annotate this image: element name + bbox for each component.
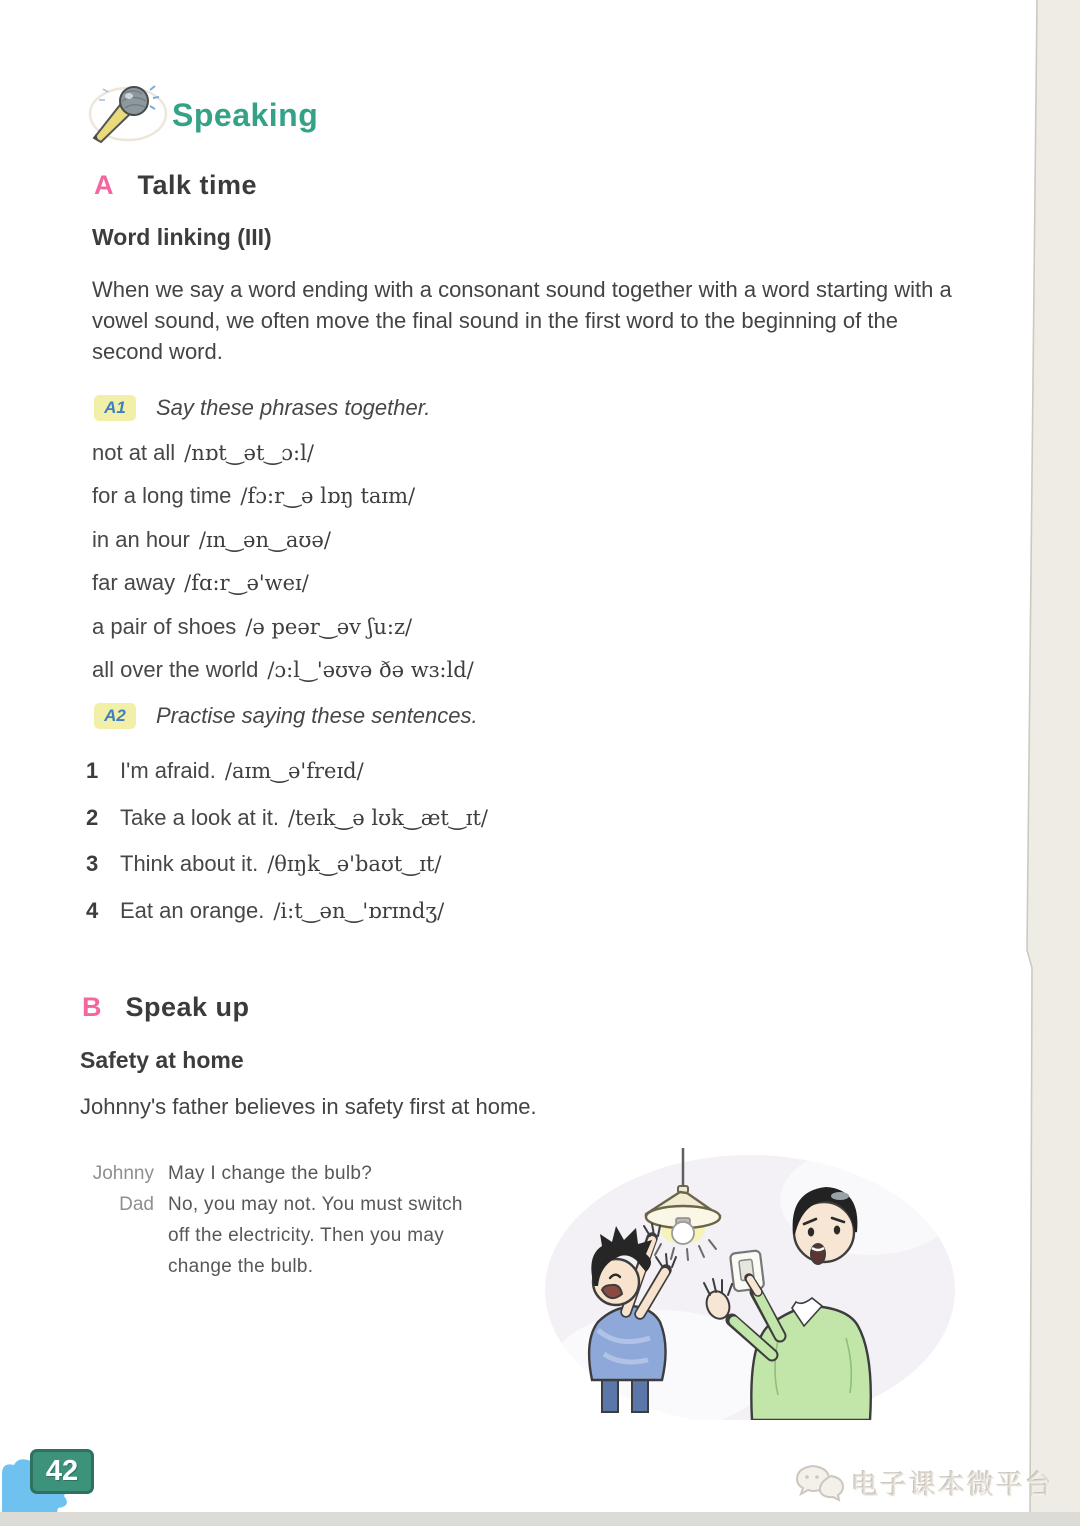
phrase-ipa: /fɔ:r‿ə lɒŋ taɪm/ xyxy=(240,484,416,509)
section-b-title xyxy=(82,992,250,1023)
page-edge-shadow xyxy=(1018,0,1080,1526)
sentence-number: 3 xyxy=(86,851,99,877)
word-linking-heading: Word linking (III) xyxy=(92,224,272,250)
sentence-ipa: /teɪk‿ə lʊk‿æt‿ɪt/ xyxy=(287,805,488,830)
sentence-item xyxy=(86,841,488,888)
section-b-name: Speak up xyxy=(125,992,250,1022)
safety-illustration xyxy=(540,1140,960,1420)
sentence-text: I'm afraid. xyxy=(120,758,216,784)
watermark-text: 电子课本微平台 xyxy=(851,1469,1054,1501)
phrase-ipa: /ɪn‿ən‿aʊə/ xyxy=(198,527,331,552)
sentence-number: 2 xyxy=(86,804,99,830)
phrase-item xyxy=(92,605,474,649)
phrase-text: a pair of shoes xyxy=(92,613,237,639)
sentence-item xyxy=(86,888,488,935)
activity-a2 xyxy=(94,703,478,729)
section-a-letter: A xyxy=(94,170,114,200)
sentence-item xyxy=(86,748,488,795)
phrase-item xyxy=(92,518,474,562)
activity-a2-instruction: Practise saying these sentences. xyxy=(156,703,478,728)
activity-a1 xyxy=(94,395,430,421)
sentence-list xyxy=(86,748,488,934)
microphone-icon xyxy=(84,82,168,148)
sentence-text: Take a look at it. xyxy=(120,804,279,830)
sentence-ipa: /i:t‿ən‿'ɒrɪndʒ/ xyxy=(273,898,445,923)
speak-up-intro: Johnny's father believes in safety first at home. xyxy=(80,1094,537,1119)
sentence-text: Eat an orange. xyxy=(120,897,265,923)
sentence-number: 1 xyxy=(86,758,99,784)
phrase-text: not at all xyxy=(92,439,176,465)
safety-heading: Safety at home xyxy=(80,1047,244,1073)
section-a-title xyxy=(94,170,257,201)
activity-a2-badge: A2 xyxy=(94,703,136,729)
phrase-text: in an hour xyxy=(92,526,190,552)
section-b-letter: B xyxy=(82,992,102,1022)
sentence-text: Think about it. xyxy=(120,851,259,877)
dialogue-line: May I change the bulb? xyxy=(168,1163,373,1184)
scan-bottom-strip xyxy=(0,1512,1080,1526)
phrase-ipa: /ɔ:l‿'əʊvə ðə wɜ:ld/ xyxy=(267,658,474,683)
watermark xyxy=(793,1462,1054,1502)
phrase-ipa: /ə peər‿əv ʃu:z/ xyxy=(245,614,413,639)
activity-a1-instruction: Say these phrases together. xyxy=(156,395,431,420)
activity-a1-badge: A1 xyxy=(94,395,136,421)
wechat-chat-bubbles-icon xyxy=(793,1462,845,1502)
dialogue-line: No, you may not. You must switch off the electricity. Then you may change the bulb. xyxy=(168,1194,463,1277)
sentence-number: 4 xyxy=(86,897,99,923)
section-a-name: Talk time xyxy=(137,170,258,200)
page-title: Speaking xyxy=(172,96,319,133)
phrase-text: far away xyxy=(92,570,176,596)
phrase-list xyxy=(92,431,474,692)
phrase-ipa: /fɑ:r‿ə'weɪ/ xyxy=(184,571,309,596)
word-linking-intro: When we say a word ending with a consonant sound together with a word starting with a vowel sound, we often move the final sound in the first word to the beginning of the second word. xyxy=(92,277,952,364)
sentence-ipa: /aɪm‿ə'freɪd/ xyxy=(224,759,364,784)
dialogue-speaker: Johnny xyxy=(92,1163,154,1184)
phrase-item xyxy=(92,562,474,606)
phrase-item xyxy=(92,649,474,693)
phrase-text: for a long time xyxy=(92,483,232,509)
sentence-item xyxy=(86,795,488,842)
page-header xyxy=(84,82,318,148)
phrase-text: all over the world xyxy=(92,657,259,683)
dialogue-speaker: Dad xyxy=(119,1194,154,1215)
phrase-ipa: /nɒt‿ət‿ɔ:l/ xyxy=(184,440,314,465)
dialogue xyxy=(74,1158,478,1282)
phrase-item xyxy=(92,431,474,475)
page-number-badge: 42 xyxy=(30,1449,94,1494)
sentence-ipa: /θɪŋk‿ə'baʊt‿ɪt/ xyxy=(267,852,442,877)
phrase-item xyxy=(92,475,474,519)
